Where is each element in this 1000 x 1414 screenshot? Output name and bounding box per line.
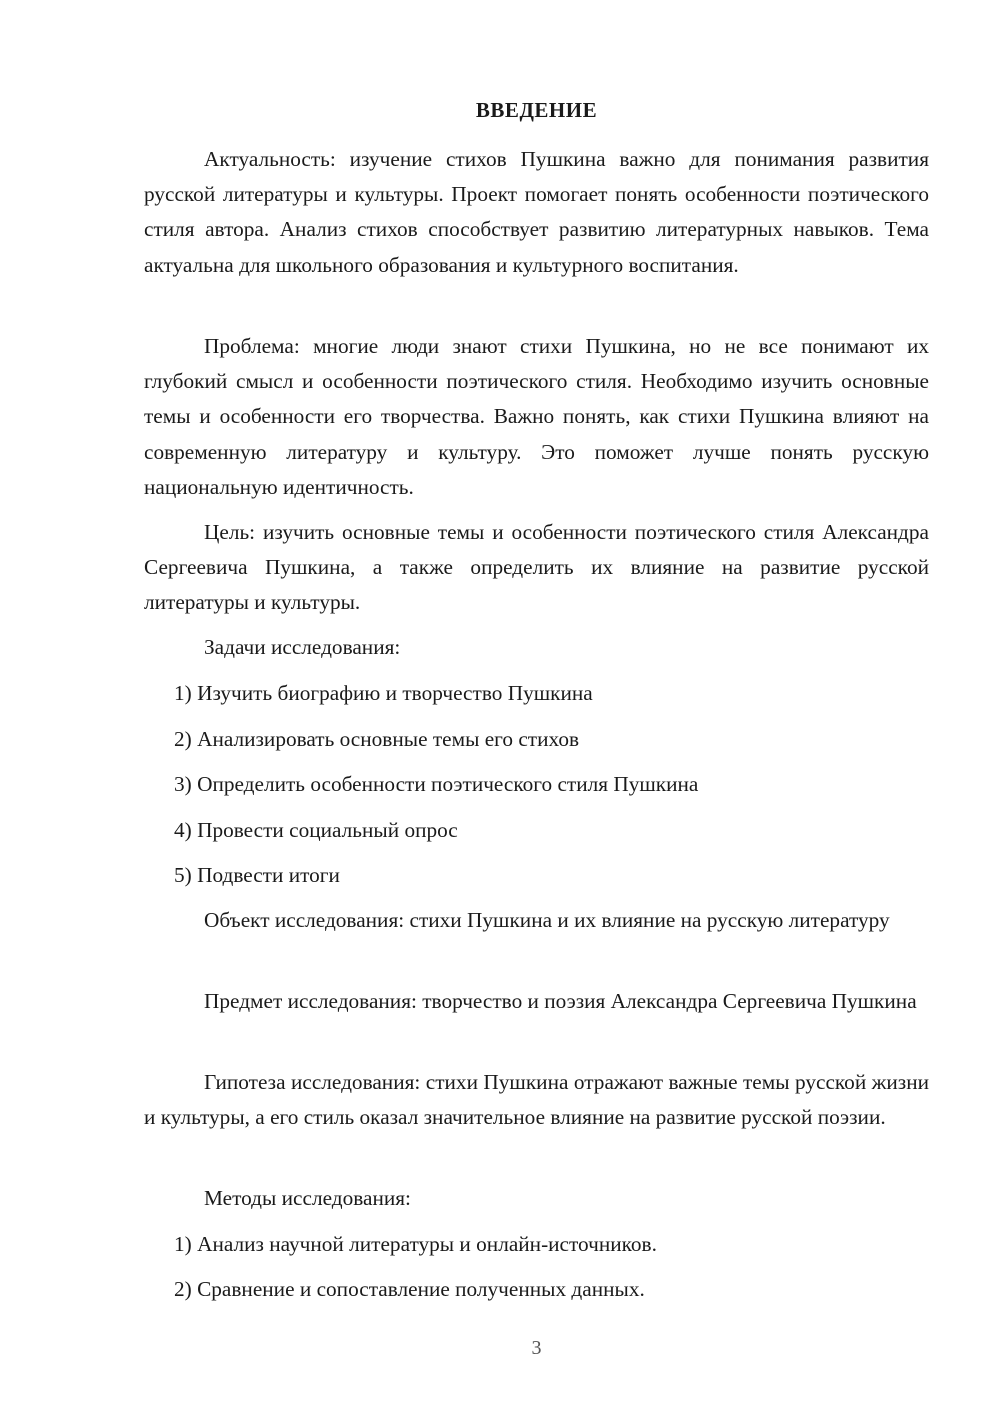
methods-label: Методы исследования: xyxy=(204,1186,411,1210)
document-page xyxy=(144,0,929,1414)
paragraph-goal: Цель: изучить основные темы и особенности поэтического стиля Александра Сергеевича Пушкина, а также определить их влияние на развитие русской литературы и культуры. xyxy=(144,520,929,615)
task-item-1: 1) Изучить биографию и творчество Пушкина xyxy=(174,681,593,705)
method-item-1: 1) Анализ научной литературы и онлайн-источников. xyxy=(174,1232,657,1256)
paragraph-relevance: Актуальность: изучение стихов Пушкина важно для понимания развития русской литературы и культуры. Проект помогает понять особенности поэтического стиля автора. Анализ стихов способствует развитию литературных навыков. Тема актуальна для школьного образования и культурного воспитания. xyxy=(144,147,929,277)
task-item-3: 3) Определить особенности поэтического стиля Пушкина xyxy=(174,772,699,796)
paragraph-problem: Проблема: многие люди знают стихи Пушкина, но не все понимают их глубокий смысл и особенности поэтического стиля. Необходимо изучить основные темы и особенности его творчества. Важно понять, как стихи Пушкина влияют на современную литературу и культуру. Это поможет лучше понять русскую национальную идентичность. xyxy=(144,334,929,499)
tasks-label: Задачи исследования: xyxy=(204,635,401,659)
page-number: 3 xyxy=(531,1337,542,1359)
method-item-2: 2) Сравнение и сопоставление полученных данных. xyxy=(174,1277,645,1301)
task-item-2: 2) Анализировать основные темы его стихов xyxy=(174,727,580,751)
paragraph-hypothesis: Гипотеза исследования: стихи Пушкина отражают важные темы русской жизни и культуры, а его стиль оказал значительное влияние на развитие русской поэзии. xyxy=(144,1070,929,1130)
paragraph-subject: Предмет исследования: творчество и поэзия Александра Сергеевича Пушкина xyxy=(204,989,917,1013)
task-item-4: 4) Провести социальный опрос xyxy=(174,818,458,842)
page-title: ВВЕДЕНИЕ xyxy=(475,98,598,122)
task-item-5: 5) Подвести итоги xyxy=(174,863,340,887)
paragraph-object: Объект исследования: стихи Пушкина и их влияние на русскую литературу xyxy=(204,908,890,932)
